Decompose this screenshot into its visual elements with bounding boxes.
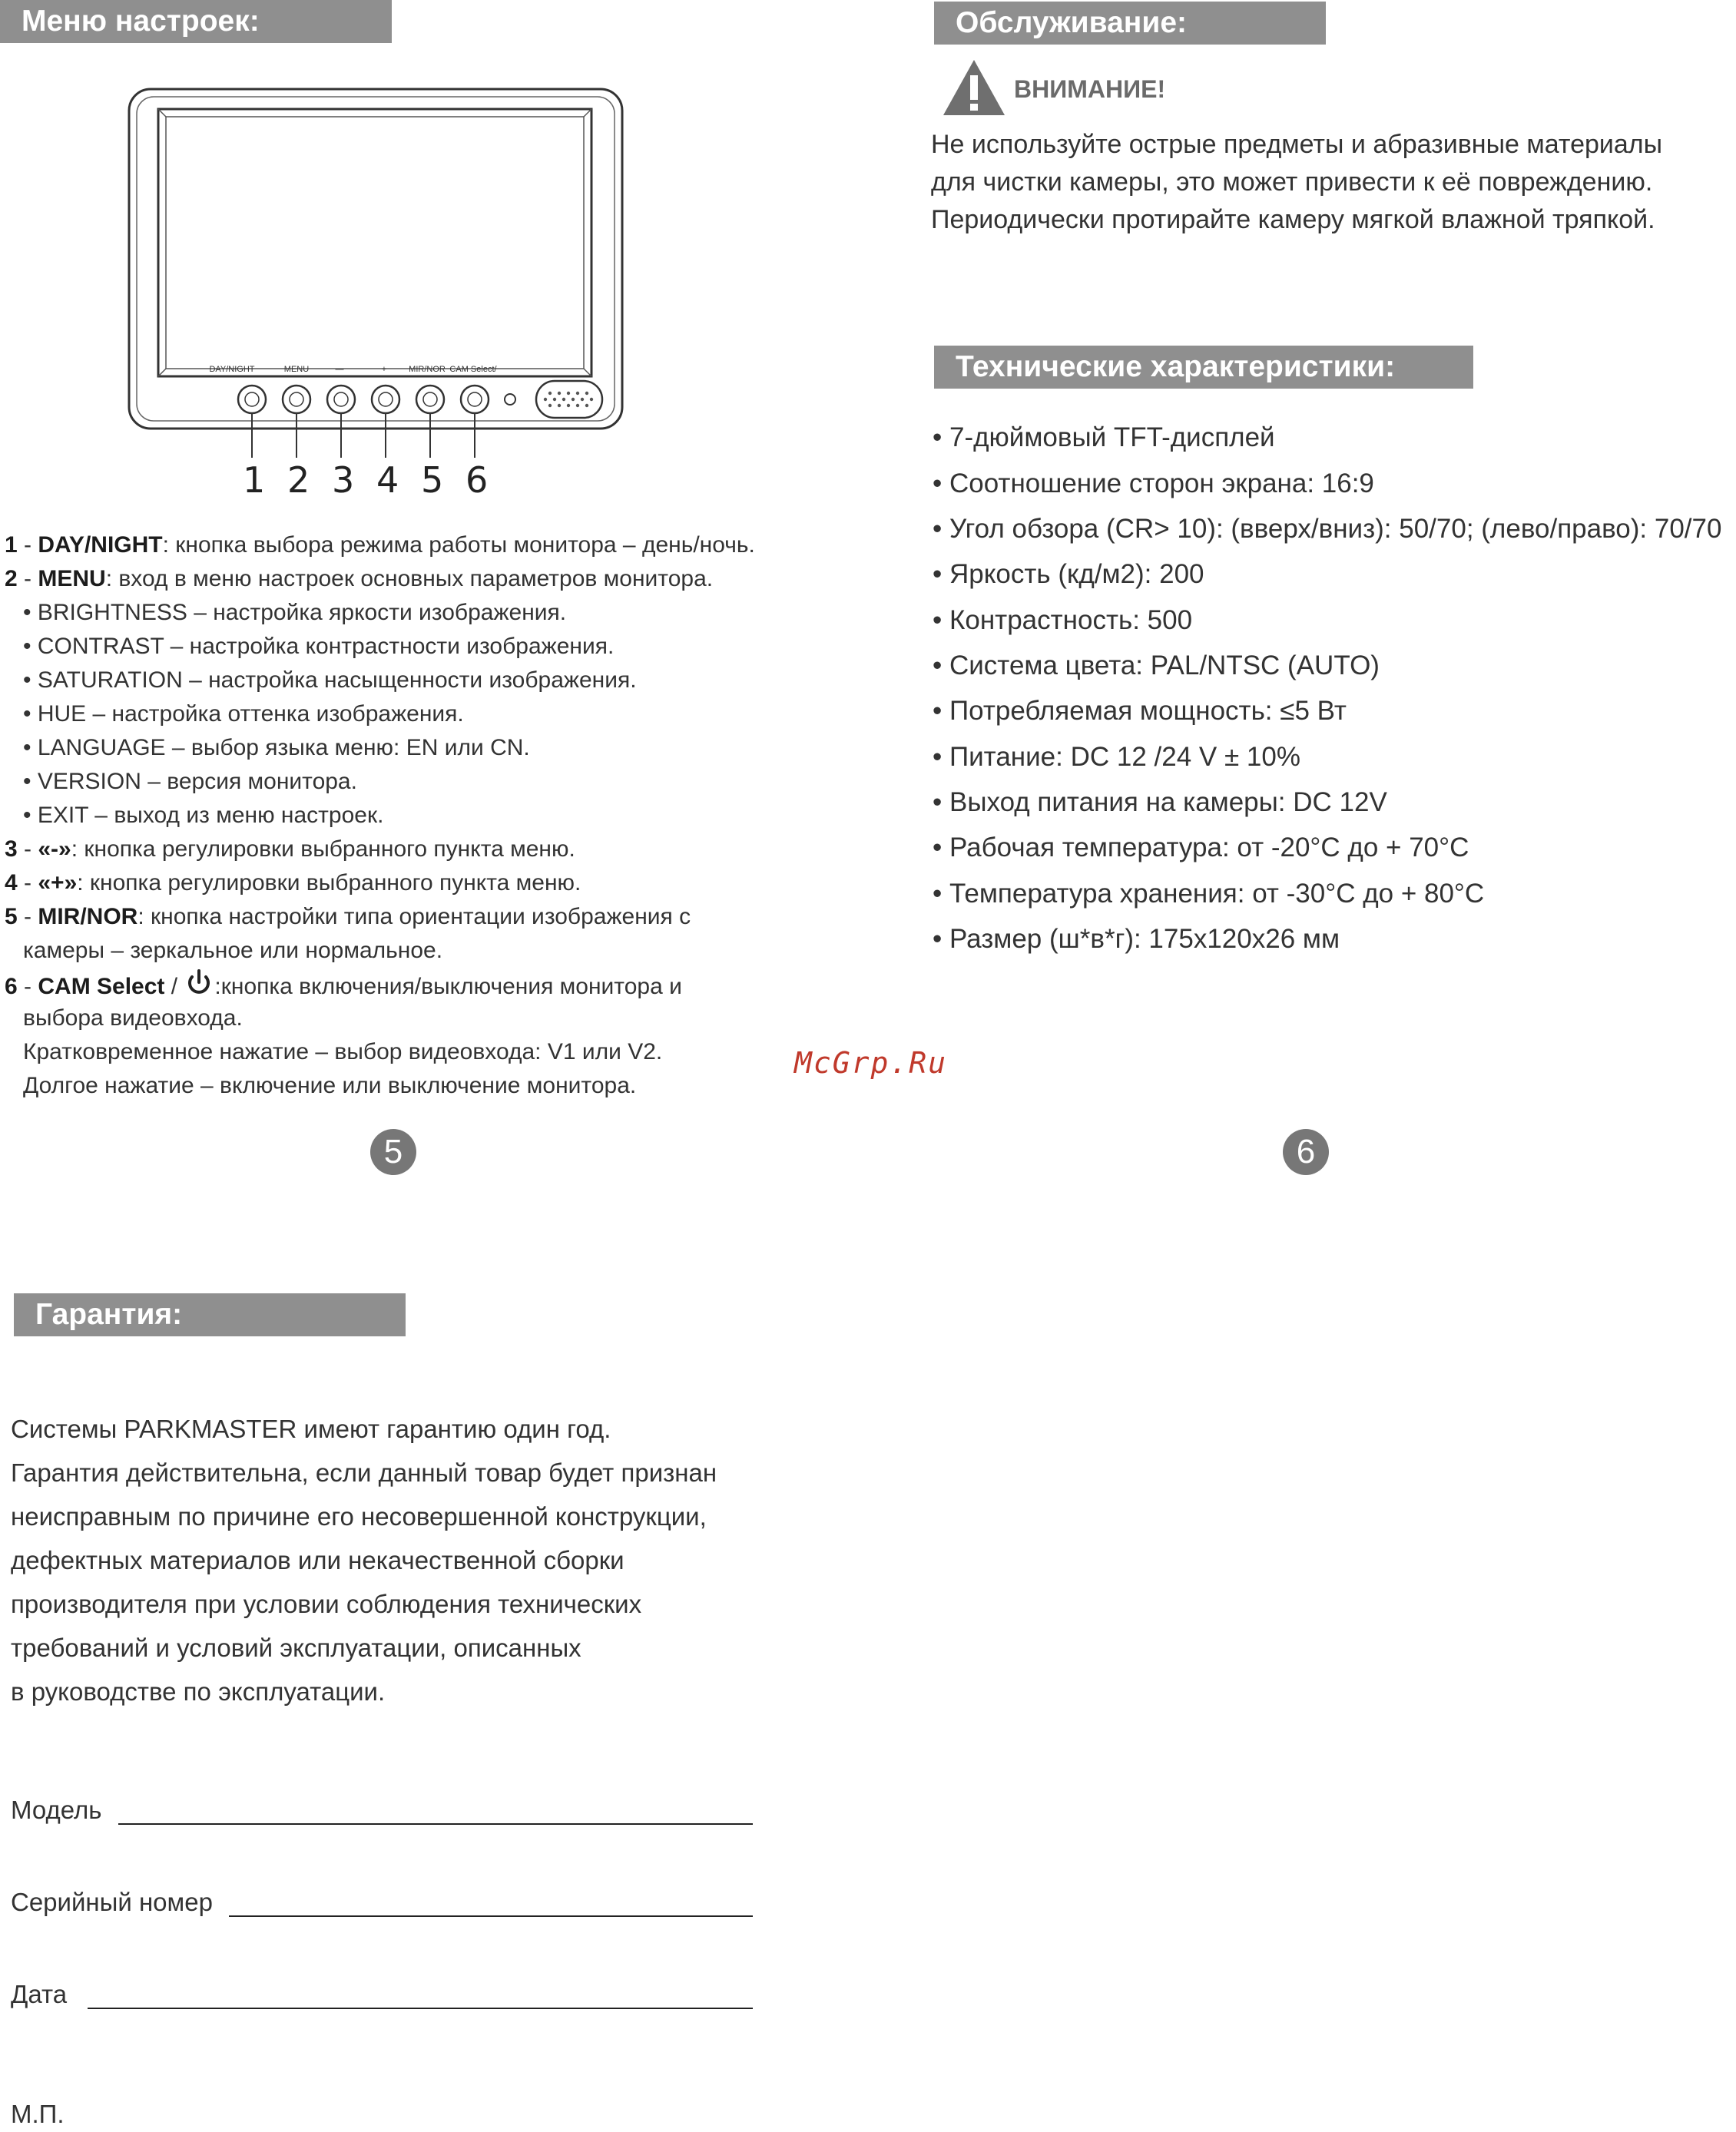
menu-sub-version: • VERSION – версия монитора. [23, 769, 357, 794]
spec-item: • Соотношение сторон экрана: 16:9 [933, 468, 1374, 498]
spec-item: • Потребляемая мощность: ≤5 Вт [933, 696, 1347, 726]
button-3 [327, 386, 355, 413]
menu-sub-brightness: • BRIGHTNESS – настройка яркости изображения. [23, 600, 567, 625]
spec-item: • Питание: DC 12 /24 V ± 10% [933, 742, 1300, 772]
callout-number-3: 3 [332, 459, 355, 501]
serial-number-field-line[interactable] [229, 1915, 753, 1917]
warning-title: ВНИМАНИЕ! [1014, 75, 1166, 103]
stamp-label: М.П. [11, 2100, 65, 2128]
function-item-1: 1 - DAY/NIGHT: кнопка выбора режима работы монитора – день/ночь. [5, 532, 755, 558]
service-header: Обслуживание: [934, 2, 1326, 45]
specs-header: Технические характеристики: [934, 346, 1473, 389]
page-number-6: 6 [1283, 1129, 1329, 1175]
model-label: Модель [11, 1796, 102, 1824]
led-indicator [505, 394, 515, 405]
menu-sub-language: • LANGUAGE – выбор языка меню: EN или CN. [23, 735, 530, 760]
spec-item: • 7-дюймовый TFT-дисплей [933, 422, 1275, 452]
callout-number-5: 5 [421, 459, 444, 501]
function-item-4: 4 - «+»: кнопка регулировки выбранного пункта меню. [5, 870, 581, 896]
warranty-text-line-3: неисправным по причине его несовершенной конструкции, [11, 1502, 707, 1531]
model-field-line[interactable] [118, 1823, 753, 1825]
callout-number-4: 4 [376, 459, 399, 501]
function-item-3: 3 - «-»: кнопка регулировки выбранного пункта меню. [5, 836, 575, 862]
date-field-line[interactable] [88, 2008, 753, 2009]
service-text-line-3: Периодически протирайте камеру мягкой влажной тряпкой. [931, 205, 1655, 234]
button-1 [238, 386, 266, 413]
warranty-text-line-6: требований и условий эксплуатации, описанных [11, 1634, 581, 1662]
menu-sub-contrast: • CONTRAST – настройка контрастности изображения. [23, 634, 615, 659]
spec-item: • Система цвета: PAL/NTSC (AUTO) [933, 651, 1380, 680]
spec-item: • Рабочая температура: от -20°C до + 70°C [933, 833, 1469, 862]
watermark: McGrp.Ru [794, 1046, 948, 1080]
settings-menu-header: Меню настроек: [0, 0, 392, 43]
spec-item: • Яркость (кд/м2): 200 [933, 559, 1204, 589]
monitor-label-mir-nor: MIR/NOR [409, 365, 446, 374]
monitor-illustration [123, 83, 630, 513]
spec-item: • Контрастность: 500 [933, 605, 1193, 635]
callout-number-6: 6 [465, 459, 489, 501]
monitor-label-menu: MENU [283, 365, 310, 374]
function-item-6-short-press: Кратковременное нажатие – выбор видеовхода: V1 или V2. [23, 1039, 663, 1064]
function-item-5: 5 - MIR/NOR: кнопка настройки типа ориентации изображения с [5, 904, 691, 929]
service-text-line-2: для чистки камеры, это может привести к её повреждению. [931, 167, 1653, 197]
button-2 [283, 386, 310, 413]
serial-number-label: Серийный номер [11, 1888, 213, 1916]
menu-sub-exit: • EXIT – выход из меню настроек. [23, 803, 384, 828]
warranty-text-line-7: в руководстве по эксплуатации. [11, 1677, 386, 1706]
date-label: Дата [11, 1980, 68, 2008]
callout-number-1: 1 [243, 459, 266, 501]
spec-item: • Температура хранения: от -30°C до + 80°C [933, 879, 1485, 909]
warranty-header: Гарантия: [14, 1293, 406, 1336]
function-item-6-cont: выбора видеовхода. [23, 1005, 243, 1031]
warranty-text-line-1: Системы PARKMASTER имеют гарантию один год. [11, 1415, 611, 1443]
monitor-label-plus: + [381, 365, 387, 374]
monitor-label-minus: — [335, 365, 344, 374]
spec-item: • Угол обзора (CR> 10): (вверх/вниз): 50/70; (лево/право): 70/70 [933, 514, 1722, 544]
button-4 [372, 386, 399, 413]
warning-icon [942, 58, 1006, 117]
power-icon [184, 968, 214, 998]
monitor-label-day-night: DAY/NIGHT [209, 365, 255, 374]
button-6 [461, 386, 489, 413]
monitor-label-cam-select: CAM Select/ [449, 365, 497, 374]
warranty-text-line-2: Гарантия действительна, если данный товар будет признан [11, 1458, 717, 1487]
page-number-5: 5 [370, 1129, 416, 1175]
menu-sub-saturation: • SATURATION – настройка насыщенности изображения. [23, 667, 637, 693]
function-item-2: 2 - MENU: вход в меню настроек основных параметров монитора. [5, 566, 714, 591]
function-item-5-cont: камеры – зеркальное или нормальное. [23, 938, 443, 963]
spec-item: • Размер (ш*в*г): 175x120x26 мм [933, 924, 1340, 954]
spec-item: • Выход питания на камеры: DC 12V [933, 787, 1387, 817]
button-5 [416, 386, 444, 413]
warranty-text-line-5: производителя при условии соблюдения технических [11, 1590, 642, 1618]
function-item-6-long-press: Долгое нажатие – включение или выключение монитора. [23, 1073, 637, 1098]
function-item-6: 6 - CAM Select / :кнопка включения/выключения монитора и [5, 968, 682, 1004]
callout-number-2: 2 [287, 459, 310, 501]
menu-sub-hue: • HUE – настройка оттенка изображения. [23, 701, 464, 727]
warranty-text-line-4: дефектных материалов или некачественной сборки [11, 1546, 624, 1574]
service-text-line-1: Не используйте острые предметы и абразивные материалы [931, 130, 1663, 159]
